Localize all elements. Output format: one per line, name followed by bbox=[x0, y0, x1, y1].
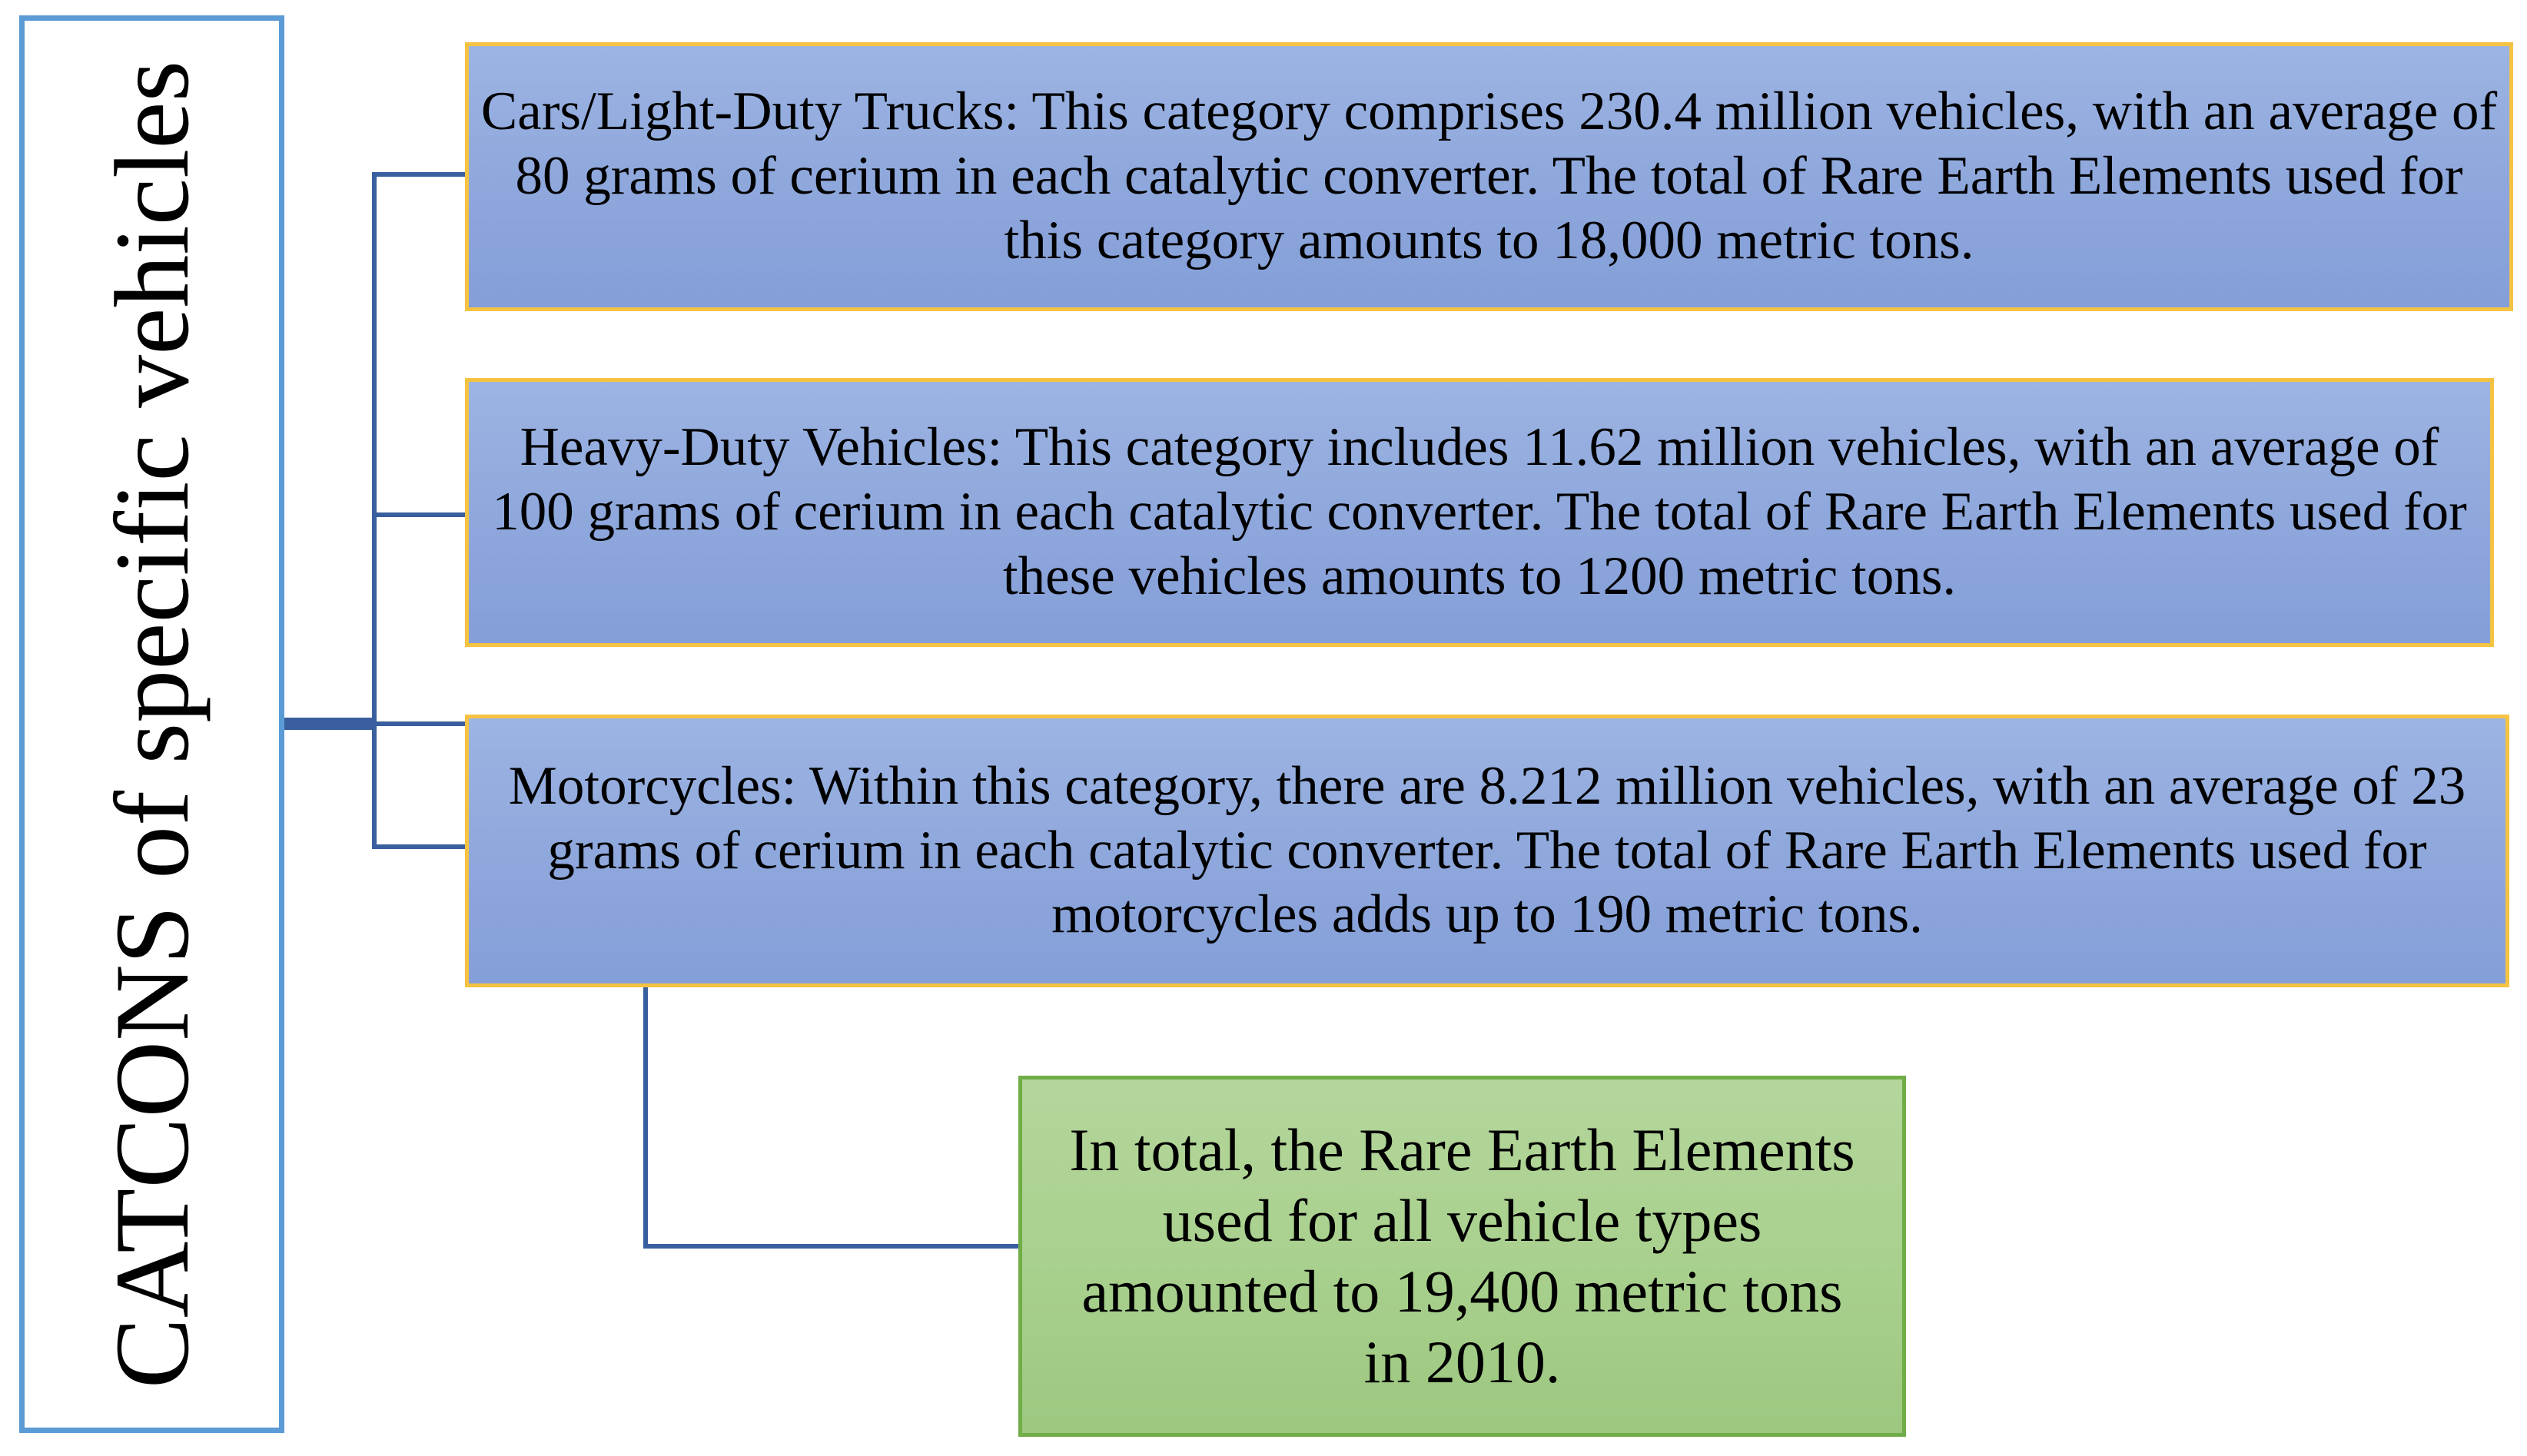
diagram-title: CATCONS of specific vehicles bbox=[92, 60, 211, 1388]
category-text-cars-light-duty-trucks: Cars/Light-Duty Trucks: This category comprises 230.4 million vehicles, with an average of 80 grams of cerium in each catalytic converter. The total of Rare Earth Elements used for this category amounts to 18,000 metric tons. bbox=[480, 81, 2498, 270]
category-text-heavy-duty-vehicles: Heavy-Duty Vehicles: This category includes 11.62 million vehicles, with an average of 100 grams of cerium in each catalytic converter. The total of Rare Earth Elements used for these vehicles amounts to 1200 metric tons. bbox=[492, 417, 2467, 606]
category-box-cars-light-duty-trucks bbox=[465, 42, 2513, 311]
title-box bbox=[19, 15, 284, 1433]
total-connector-line bbox=[646, 987, 1018, 1246]
category-box-motorcycles bbox=[465, 715, 2509, 987]
total-summary-box bbox=[1018, 1076, 1906, 1437]
category-text-motorcycles: Motorcycles: Within this category, there are 8.212 million vehicles, with an average of 23 grams of cerium in each catalytic converter. The total of Rare Earth Elements used for motorcycles adds up to 190 metric tons. bbox=[508, 755, 2466, 945]
category-box-heavy-duty-vehicles bbox=[465, 378, 2494, 647]
total-summary-text: In total, the Rare Earth Elements used for all vehicle types amounted to 19,400 metric tons in 2010. bbox=[1069, 1116, 1855, 1396]
